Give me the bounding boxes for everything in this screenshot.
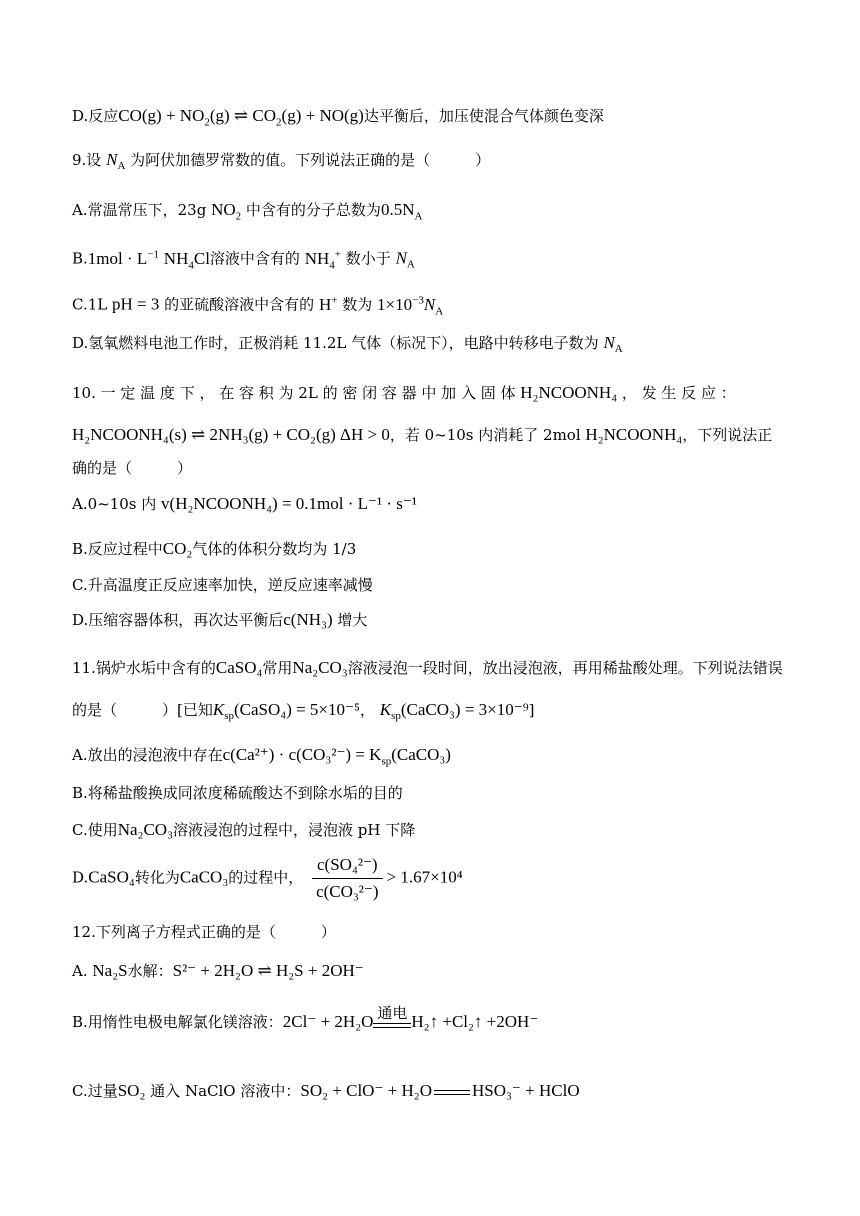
q8-option-d xyxy=(72,104,604,134)
q12-option-b: B.用惰性电极电解氯化镁溶液：2Cl⁻ + 2H₂O 通电 H₂↑ +Cl₂↑ +2OH⁻ xyxy=(72,1010,538,1034)
equals-sign xyxy=(434,1090,470,1095)
q10-stem-line1: 10. 一 定 温 度 下 ， 在 容 积 为 2L 的 密 闭 容 器 中 加 入 固 体 H₂NCOONH₄ ， 发 生 反 应 ： xyxy=(72,383,736,402)
q11-option-d: D.CaSO₄转化为CaCO₃的过程中， $\frac{\text{c(SO₄²⁻)}}{\text{c(CO₃²⁻)}}$ > 1.67×10⁴ xyxy=(72,852,463,905)
q11-stem-line1: 11.锅炉水垢中含有的CaSO₄常用Na₂CO₃溶液浸泡一段时间，放出浸泡液，再用稀盐酸处理。下列说法错误 xyxy=(72,658,783,677)
q12-stem: 12.下列离子方程式正确的是（ ） xyxy=(72,923,336,941)
q9-option-d: D.氢氧燃料电池工作时，正极消耗 11.2L 气体（标况下），电路中转移电子数为 $N_A$ xyxy=(72,333,623,355)
q12-option-a: A. Na₂S水解：S²⁻ + 2H₂O ⇌ H₂S + 2OH⁻ xyxy=(72,961,364,980)
q10-option-b: B.反应过程中CO₂气体的体积分数均为 1/3 xyxy=(72,539,357,558)
electrolysis-condition: 通电 xyxy=(373,1023,411,1034)
q9-option-b: $B.1mol \cdot L^{-1}$ $NH_4Cl$溶液中含有的 $NH_4^+$ 数小于 $N_A$ xyxy=(72,248,415,272)
q8-d-label: D.反应 xyxy=(72,107,119,125)
q10-stem-line2: H₂NCOONH₄(s) ⇌ 2NH₃(g) + CO₂(g) ΔH > 0，若 0~10s 内消耗了 2mol H₂NCOONH₄，下列说法正 xyxy=(72,425,773,444)
q11-stem-line2: 的是（ ）[已知$K_{sp}(CaSO_4) = 5\times 10^{-5}$， $K_{sp}(CaCO_3) = 3\times 10^{-9}$] xyxy=(72,700,535,722)
q12-option-c: C.过量SO₂ 通入 NaClO 溶液中：SO₂ + ClO⁻ + H₂O HSO₃⁻ + HClO xyxy=(72,1081,580,1100)
q8-d-equation: $CO(g) + NO_2(g)$ ⇌ $CO_2(g) + NO(g)$ xyxy=(118,106,364,129)
q11-option-a: A.放出的浸泡液中存在$c(Ca^{2+}) \cdot c(CO_3^{2-}) = K_{sp}(CaCO_3)$ xyxy=(72,745,451,768)
q11-option-b: B.将稀盐酸换成同浓度稀硫酸达不到除水垢的目的 xyxy=(72,784,403,802)
q10-reaction-equation: H₂NCOONH₄(s) ⇌ 2NH₃(g) + CO₂(g) ΔH > 0 xyxy=(72,425,390,444)
q9-option-a: A.常温常压下，23g $NO_2$ 中含有的分子总数为$0.5N_A$ xyxy=(72,200,423,223)
q11-option-c: C.使用Na₂CO₃溶液浸泡的过程中，浸泡液 pH 下降 xyxy=(72,820,416,839)
q9-stem: 9.设 $N_A$ 为阿伏加德罗常数的值。下列说法正确的是（ ） xyxy=(72,150,491,172)
q11-d-fraction: $\frac{\text{c(SO₄²⁻)}}{\text{c(CO₃²⁻)}}$ xyxy=(312,852,382,905)
q10-option-d: D.压缩容器体积，再次达平衡后c(NH₃) 增大 xyxy=(72,610,368,629)
q8-d-text: 达平衡后，加压使混合气体颜色变深 xyxy=(363,107,604,125)
q10-option-c: C.升高温度正反应速率加快，逆反应速率减慢 xyxy=(72,576,373,594)
q10-option-a: A.0~10s 内 v(H₂NCOONH₄) = 0.1mol · L⁻¹ · s⁻¹ xyxy=(72,494,417,513)
q9-option-c: C.1L pH = 3 的亚硫酸溶液中含有的 H+ 数为 $1\times 10^{-3}N_A$ xyxy=(72,294,444,318)
q10-stem-line3: 确的是（ ） xyxy=(72,459,193,477)
